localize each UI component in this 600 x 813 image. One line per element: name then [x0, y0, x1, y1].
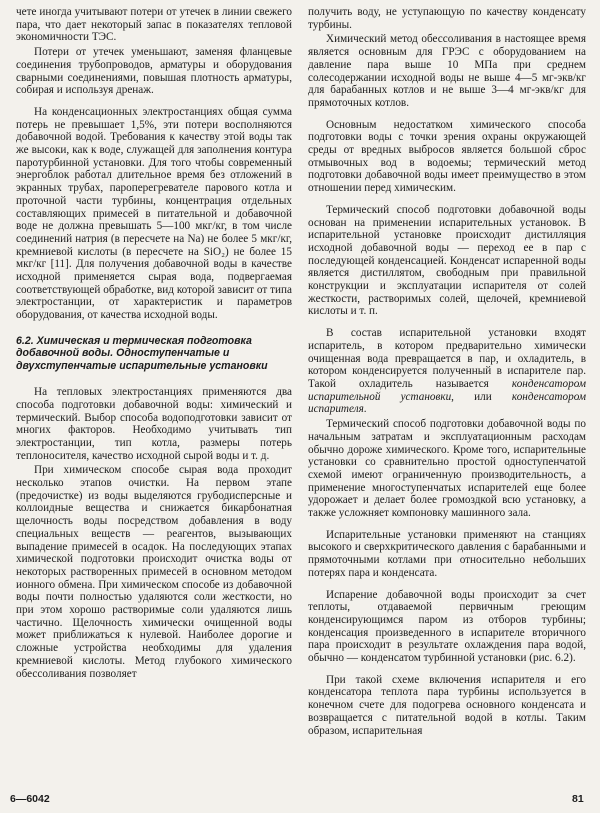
paragraph: чете иногда учитывают потери от утечек в линии свежего пара, что дает некоторый запас в показателях тепловой экономичности ТЭС.	[16, 6, 292, 44]
paragraph: Основным недостатком химического способа подготовки воды с точки зрения охраны окружающей среды от вредных выбросов является большой сброс отмывочных вод в водоемы; термический метод подготовки добавочной воды имеет преимущество в этом отношении перед химическим.	[308, 118, 586, 195]
page-number: 81	[572, 793, 584, 805]
paragraph: На тепловых электростанциях применяются два способа подготовки добавочной воды: химический и термический. Выбор способа водоподготовки зависит от многих факторов. Необходимо учитывать тип электростанции, тип котла, размеры потерь теплоносителя, качество исходной сырой воды и т. д.	[16, 386, 292, 462]
paragraph	[308, 327, 586, 416]
paragraph: При химическом способе сырая вода проходит несколько этапов очистки. На первом этапе (предочистке) из воды выделяются грубодисперсные и коллоидные вещества и снижается бикарбонатная щелочность воды посредством добавления в воду специальных веществ — реагентов, вызывающих выпадение примесей в осадок. На последующих этапах химической подготовки происходит очистка воды от некоторых растворенных примесей в основном методом ионного обмена. При химическом способе из добавочной воды почти полностью удаляются соли жесткости, но при этом хорошо растворимые соли удаляются лишь частично. Щелочность химически очищенной воды может приближаться к нулевой. Наиболее дорогие и сложные устройства необходимы для удаления кремниевой кислоты. Метод глубокого химического обессоливания позволяет	[16, 464, 292, 680]
paragraph: При такой схеме включения испарителя и его конденсатора теплота пара турбины используется в конечном счете для подогрева основного конденсата и возвращается с питательной водой в котлы. Таким образом, испарительная	[308, 673, 586, 737]
printer-signature: 6—6042	[10, 793, 50, 805]
paragraph: Испарительные установки применяют на станциях высокого и сверхкритического давления с барабанными и прямоточными котлами при относительно небольших потерях пара и конденсата.	[308, 528, 586, 579]
paragraph-text: , или	[451, 390, 512, 403]
paragraph: На конденсационных электростанциях общая сумма потерь не превышает 1,5%, эти потери восполняются добавочной водой. Требования к качеству этой воды так же высоки, как к воде, служащей для заполнения контура паротурбинной установки. Для того чтобы современный энергоблок работал длительное время без отложений в экранных трубах, пароперегревателе парового котла и проточной части турбины, концентрация отдельных составляющих примесей в питательной и добавочной воде не должна превышать 5—100 мкг/кг, в том числе соединений натрия (в пересчете на Na) не более 5 мкг/кг, кремниевой кислоты (в пересчете на SiO₂) не более 15 мкг/кг [11]. Для получения добавочной воды в качестве исходной применяется сырая вода, подвергаемая соответствующей обработке, вид которой зависит от типа электростанции, от характеристик и параметров оборудования, от качества исходной воды.	[16, 105, 292, 322]
section-heading: 6.2. Химическая и термическая подготовка добавочной воды. Одноступенчатые и двухступенчатые испарительные установки	[16, 334, 268, 372]
term-italic: конденсатором испарителя	[308, 390, 586, 416]
paragraph: Термический способ подготовки добавочной воды основан на применении испарительных установок. В испарительной установке происходит дистилляция исходной добавочной воды — переход ее в пар с последующей конденсацией. Конденсат испаренной воды является дистиллятом, свободным при правильной конструкции и эксплуатации испарителя от солей жесткости, растворимых солей, щелочей, кремниевой кислоты и т. п.	[308, 203, 586, 318]
paragraph: Потери от утечек уменьшают, заменяя фланцевые соединения трубопроводов, арматуры и оборудования сварными соединениями, повышая плотность арматуры, собирая и используя дренаж.	[16, 46, 292, 97]
right-column	[308, 6, 586, 737]
paragraph: Термический способ подготовки добавочной воды по начальным затратам и эксплуатационным расходам обычно дороже химического. Кроме того, испарительные установки со сравнительно простой одноступенчатой схемой имеют ограниченную производительность, а применение многоступенчатых испарителей еще более удорожает и делает более громоздкой всю установку, а также усложняет компоновку машинного зала.	[308, 418, 586, 520]
paragraph: получить воду, не уступающую по качеству конденсату турбины.	[308, 6, 586, 31]
paragraph: Химический метод обессоливания в настоящее время является основным для ГРЭС с оборудованием на давление пара выше 10 МПа при среднем солесодержании исходной воды не выше 4—5 мг-экв/кг для барабанных котлов и не выше 3—4 мг-экв/кг для прямоточных котлов.	[308, 33, 586, 109]
left-column	[16, 6, 292, 680]
paragraph: Испарение добавочной воды происходит за счет теплоты, отдаваемой первичным греющим конденсирующимся паром из отборов турбины; конденсация произведенного в испарителе вторичного пара происходит в результате охлаждения пара водой, обычно — конденсатом турбинной установки (рис. 6.2).	[308, 588, 586, 665]
term-italic: конденсатором испарительной установки	[308, 377, 586, 403]
paragraph-text: В состав испарительной установки входят испаритель, в котором предварительно химически очищенная вода превращается в пар, и охладитель, в котором конденсируется полученный в испарителе пар. Такой охладитель называется	[308, 327, 586, 390]
paragraph-text: .	[363, 403, 367, 416]
